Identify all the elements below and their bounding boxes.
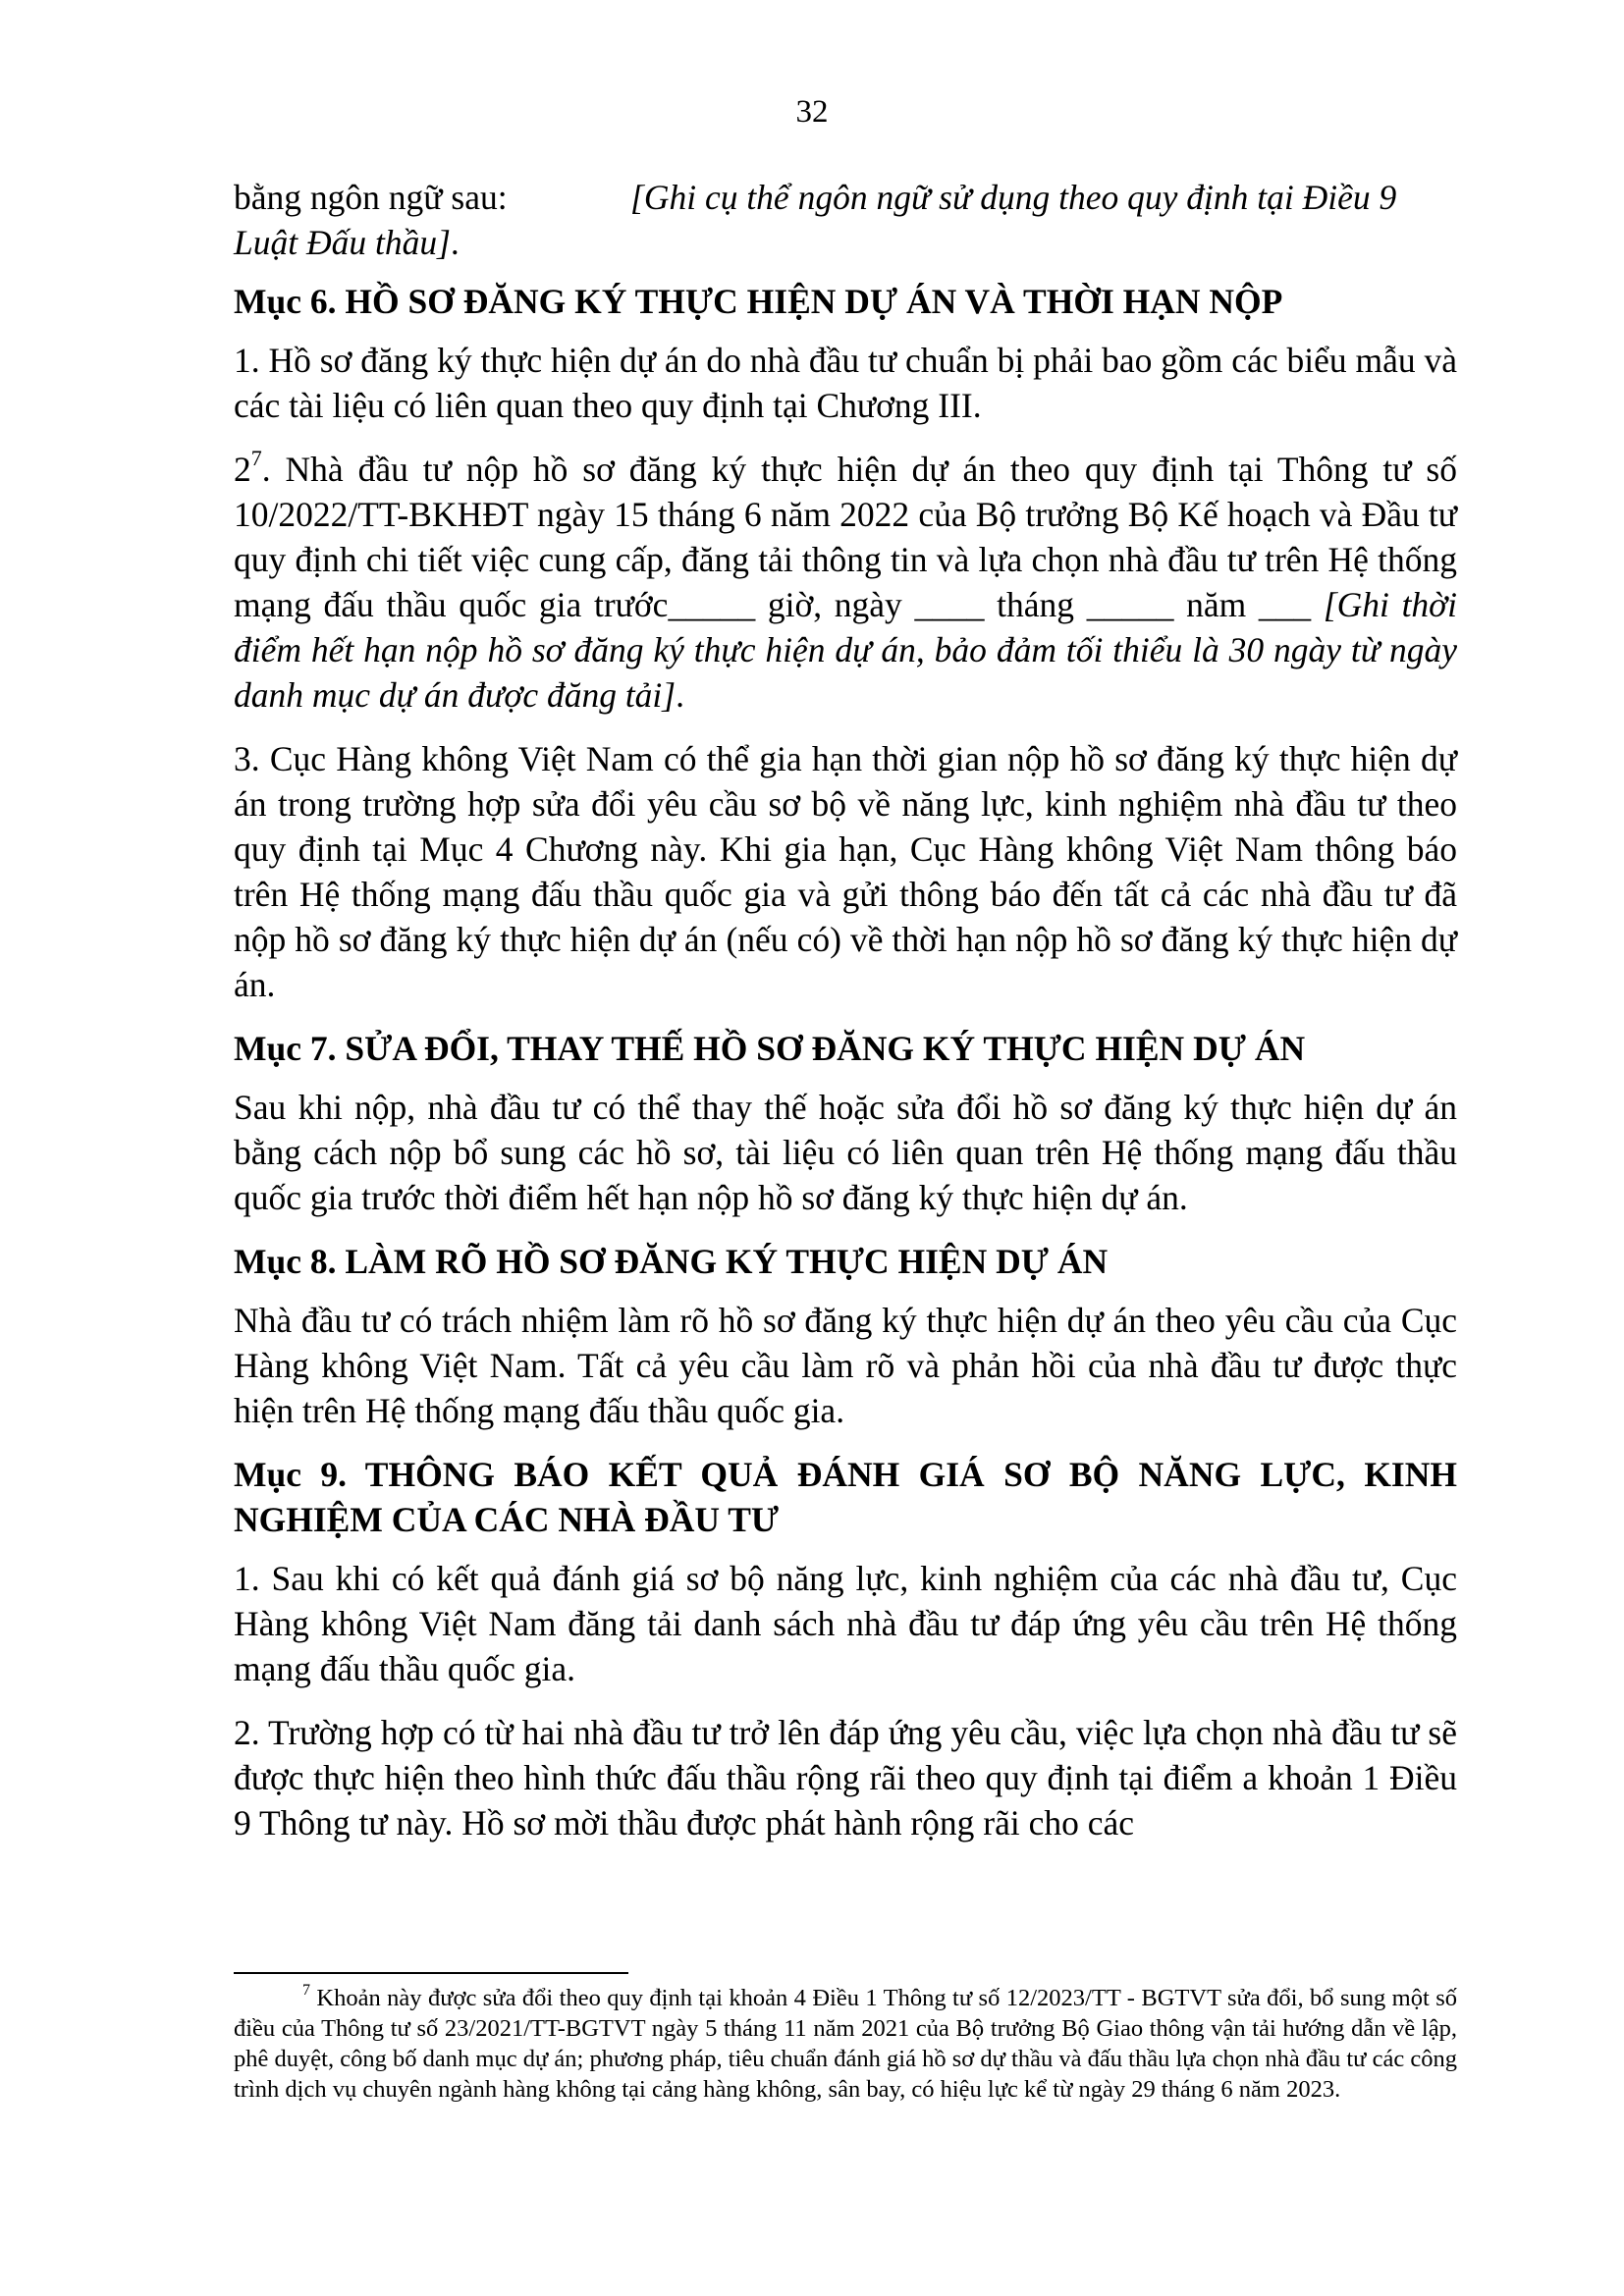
muc7-heading: Mục 7. SỬA ĐỔI, THAY THẾ HỒ SƠ ĐĂNG KÝ THỰC HIỆN DỰ ÁN	[234, 1029, 1306, 1068]
intro-paragraph	[234, 175, 1457, 265]
label-nam: năm	[1173, 585, 1259, 624]
footnote	[234, 1983, 1457, 2105]
blank-hour: _____	[668, 585, 756, 624]
blank-year: ___	[1258, 585, 1312, 624]
footnote-separator	[234, 1972, 628, 1974]
intro-language-note: [Ghi cụ thể ngôn ngữ sử dụng theo quy định tại Điều 9	[630, 178, 1397, 217]
muc8-heading: Mục 8. LÀM RÕ HỒ SƠ ĐĂNG KÝ THỰC HIỆN DỰ ÁN	[234, 1242, 1109, 1281]
muc6-paragraph-2	[234, 447, 1457, 718]
footnote-marker: 7	[302, 1981, 310, 1999]
muc6-paragraph-1: 1. Hồ sơ đăng ký thực hiện dự án do nhà đầu tư chuẩn bị phải bao gồm các biểu mẫu và các tài liệu có liên quan theo quy định tại Chương III.	[234, 341, 1457, 425]
intro-lead: bằng ngôn ngữ sau:	[234, 178, 508, 217]
intro-law-reference: Luật Đấu thầu]	[234, 223, 451, 262]
footnote-text: Khoản này được sửa đổi theo quy định tại khoản 4 Điều 1 Thông tư số 12/2023/TT - BGTVT sửa đổi, bổ sung một số điều của Thông tư số 23/2021/TT-BGTVT ngày 5 tháng 11 năm 2021 của Bộ trưởng Bộ Giao thông vận tải hướng dẫn về lập, phê duyệt, công bố danh mục dự án; phương pháp, tiêu chuẩn đánh giá hồ sơ dự thầu và đấu thầu lựa chọn nhà đầu tư các công trình dịch vụ chuyên ngành hàng không tại cảng hàng không, sân bay, có hiệu lực kể từ ngày 29 tháng 6 năm 2023.	[234, 1985, 1457, 2103]
blank-month: _____	[1086, 585, 1174, 624]
muc9-paragraph-2: 2. Trường hợp có từ hai nhà đầu tư trở lên đáp ứng yêu cầu, việc lựa chọn nhà đầu tư sẽ được thực hiện theo hình thức đấu thầu rộng rãi theo quy định tại điểm a khoản 1 Điều 9 Thông tư này. Hồ sơ mời thầu được phát hành rộng rãi cho các	[234, 1713, 1457, 1842]
muc6-p2-number: 2	[234, 450, 251, 489]
muc6-p2-period: .	[676, 675, 684, 715]
page-number: 32	[795, 94, 829, 130]
blank-day: ____	[914, 585, 985, 624]
muc6-paragraph-3: 3. Cục Hàng không Việt Nam có thể gia hạn thời gian nộp hồ sơ đăng ký thực hiện dự án trong trường hợp sửa đổi yêu cầu sơ bộ về năng lực, kinh nghiệm nhà đầu tư theo quy định tại Mục 4 Chương này. Khi gia hạn, Cục Hàng không Việt Nam thông báo trên Hệ thống mạng đấu thầu quốc gia và gửi thông báo đến tất cả các nhà đầu tư đã nộp hồ sơ đăng ký thực hiện dự án (nếu có) về thời hạn nộp hồ sơ đăng ký thực hiện dự án.	[234, 739, 1457, 1004]
document-body	[234, 175, 1457, 1864]
intro-period: .	[450, 223, 460, 262]
muc7-paragraph-1: Sau khi nộp, nhà đầu tư có thể thay thế hoặc sửa đổi hồ sơ đăng ký thực hiện dự án bằng cách nộp bổ sung các hồ sơ, tài liệu có liên quan trên Hệ thống mạng đấu thầu quốc gia trước thời điểm hết hạn nộp hồ sơ đăng ký thực hiện dự án.	[234, 1088, 1457, 1217]
muc9-paragraph-1: 1. Sau khi có kết quả đánh giá sơ bộ năng lực, kinh nghiệm của các nhà đầu tư, Cục Hàng không Việt Nam đăng tải danh sách nhà đầu tư đáp ứng yêu cầu trên Hệ thống mạng đấu thầu quốc gia.	[234, 1559, 1457, 1688]
deadline-note: [Ghi thời điểm hết hạn nộp hồ sơ đăng ký thực hiện dự án, bảo đảm tối thiểu là 30 ngày từ ngày danh mục dự án được đăng tải]	[234, 585, 1457, 715]
label-gio-ngay: giờ, ngày	[755, 585, 915, 624]
muc9-heading: Mục 9. THÔNG BÁO KẾT QUẢ ĐÁNH GIÁ SƠ BỘ NĂNG LỰC, KINH NGHIỆM CỦA CÁC NHÀ ĐẦU TƯ	[234, 1455, 1457, 1539]
muc8-paragraph-1: Nhà đầu tư có trách nhiệm làm rõ hồ sơ đăng ký thực hiện dự án theo yêu cầu của Cục Hàng không Việt Nam. Tất cả yêu cầu làm rõ và phản hồi của nhà đầu tư được thực hiện trên Hệ thống mạng đấu thầu quốc gia.	[234, 1301, 1457, 1430]
muc6-p2-text: . Nhà đầu tư nộp hồ sơ đăng ký thực hiện dự án theo quy định tại Thông tư số 10/2022/TT-BKHĐT ngày 15 tháng 6 năm 2022 của Bộ trưởng Bộ Kế hoạch và Đầu tư quy định chi tiết việc cung cấp, đăng tải thông tin và lựa chọn nhà đầu tư trên Hệ thống mạng đấu thầu quốc gia trước	[234, 450, 1457, 624]
muc6-heading: Mục 6. HỒ SƠ ĐĂNG KÝ THỰC HIỆN DỰ ÁN VÀ THỜI HẠN NỘP	[234, 282, 1283, 321]
footnote-reference: 7	[250, 446, 262, 471]
label-thang: tháng	[984, 585, 1087, 624]
